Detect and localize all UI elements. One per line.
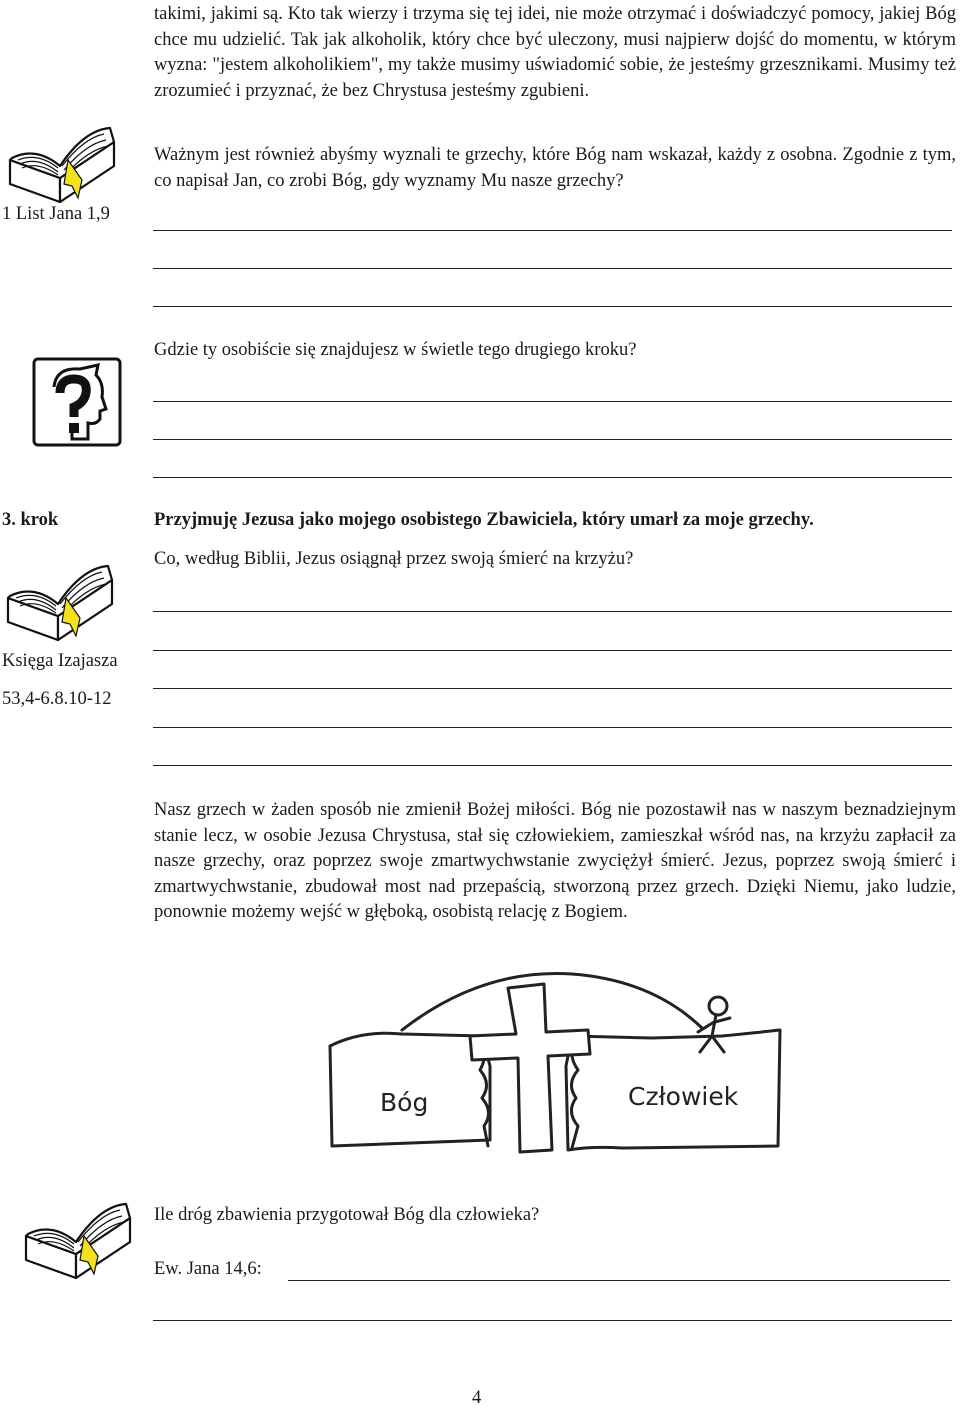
scripture-reference: Ew. Jana 14,6: — [154, 1259, 262, 1279]
open-bible-icon — [4, 558, 116, 649]
scripture-reference: Księga Izajasza — [2, 651, 118, 671]
step-title: Przyjmuję Jezusa jako mojego osobistego Zbawiciela, który umarł za moje grzechy. — [154, 510, 814, 530]
explanation-paragraph: Nasz grzech w żaden sposób nie zmienił Bożej miłości. Bóg nie pozostawił nas w naszym beznadziejnym stanie lecz, w osobie Jezusa Chrystusa, stał się człowiekiem, zamieszkał wśród nas, na krzyżu zapłacił za nasze grzechy, oraz poprzez swoje zmartwychwstanie zwyciężył śmierć. Jezus, poprzez swoją śmierć i zmartwychwstanie, zbudował most nad przepaścią, stworzoną przez grzech. Dzięki Niemu, jako ludzie, ponownie możemy wejść w głęboką, osobistą relację z Bogiem. — [154, 800, 956, 922]
question-head-icon — [32, 357, 122, 452]
man-label: Człowiek — [628, 1082, 739, 1111]
scripture-verses: 53,4-6.8.10-12 — [2, 689, 112, 709]
god-label: Bóg — [380, 1088, 429, 1117]
answer-line[interactable] — [288, 1280, 950, 1281]
answer-line[interactable] — [153, 650, 952, 651]
answer-line[interactable] — [153, 439, 952, 440]
answer-line[interactable] — [153, 401, 952, 402]
reflection-question: Gdzie ty osobiście się znajdujesz w świetle tego drugiego kroku? — [154, 340, 637, 360]
step-label: 3. krok — [2, 510, 59, 530]
step-question: Co, według Biblii, Jezus osiągnął przez swoją śmierć na krzyżu? — [154, 549, 634, 569]
answer-line[interactable] — [153, 765, 952, 766]
final-question: Ile dróg zbawienia przygotował Bóg dla człowieka? — [154, 1205, 540, 1225]
open-bible-icon — [6, 120, 118, 211]
answer-line[interactable] — [153, 1320, 952, 1321]
answer-line[interactable] — [153, 688, 952, 689]
answer-line[interactable] — [153, 611, 952, 612]
page-number: 4 — [472, 1388, 482, 1408]
answer-line[interactable] — [153, 477, 952, 478]
answer-line[interactable] — [153, 268, 952, 269]
intro-paragraph: takimi, jakimi są. Kto tak wierzy i trzyma się tej idei, nie może otrzymać i doświadczyć pomocy, jakiej Bóg chce mu udzielić. Tak jak alkoholik, który chce być uleczony, musi najpierw dojść do momentu, w którym wyzna: "jestem alkoholikiem", my także musimy uświadomić sobie, że jesteśmy grzesznikami. Musimy też zrozumieć i przyznać, że bez Chrystusa jesteśmy zgubieni. — [154, 4, 956, 101]
confession-paragraph: Ważnym jest również abyśmy wyznali te grzechy, które Bóg nam wskazał, każdy z osobna. Zgodnie z tym, co napisał Jan, co zrobi Bóg, gdy wyznamy Mu nasze grzechy? — [154, 145, 956, 191]
scripture-reference: 1 List Jana 1,9 — [2, 204, 110, 224]
open-bible-icon — [22, 1196, 134, 1287]
answer-line[interactable] — [153, 230, 952, 231]
answer-line[interactable] — [153, 727, 952, 728]
cross-bridge-illustration — [322, 960, 784, 1165]
answer-line[interactable] — [153, 306, 952, 307]
